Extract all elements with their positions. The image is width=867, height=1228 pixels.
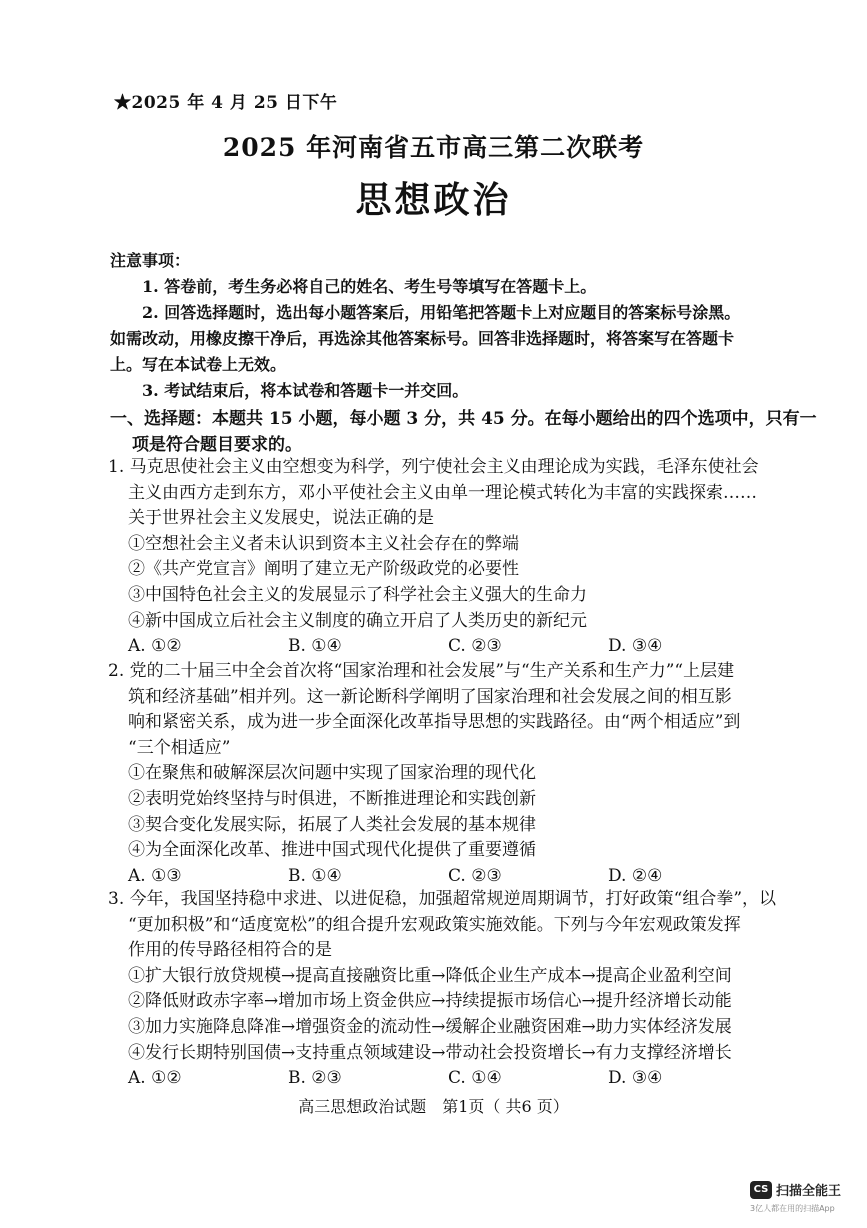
question-3 [108, 887, 818, 1092]
choice-b: B. ①④ [288, 636, 342, 657]
choice-b: B. ②③ [288, 1068, 342, 1089]
section-heading [110, 406, 817, 458]
question-stem-line: 2. 党的二十届三中全会首次将“国家治理和社会发展”与“生产关系和生产力”“上层建 [108, 661, 735, 681]
answer-choices [108, 1066, 818, 1092]
choice-a: A. ①③ [128, 865, 182, 886]
question-stem-line: 响和紧密关系，成为进一步全面深化改革指导思想的实践路径。由“两个相适应”到 [128, 712, 741, 733]
question-stem-line: “三个相适应” [128, 737, 231, 758]
scanner-watermark [750, 1180, 841, 1199]
question-item: ①空想社会主义者未认识到资本主义社会存在的弊端 [128, 533, 519, 554]
question-stem-line: 1. 马克思使社会主义由空想变为科学，列宁使社会主义由理论成为实践，毛泽东使社会 [108, 457, 759, 477]
question-2 [108, 659, 818, 889]
notes-heading: 注意事项： [110, 251, 191, 270]
scanner-app-name: 扫描全能王 [776, 1184, 842, 1199]
choice-c: C. ②③ [448, 865, 502, 886]
question-stem-line: “更加积极”和“适度宽松”的组合提升宏观政策实施效能。下列与今年宏观政策发挥 [128, 914, 741, 935]
question-stem-line: 关于世界社会主义发展史，说法正确的是 [128, 508, 434, 529]
question-item: ③加力实施降息降准→增强资金的流动性→缓解企业融资困难→助力实体经济发展 [128, 1016, 732, 1037]
choice-d: D. ③④ [608, 636, 663, 657]
question-item: ②《共产党宣言》阐明了建立无产阶级政党的必要性 [128, 559, 519, 580]
question-item: ③中国特色社会主义的发展显示了科学社会主义强大的生命力 [128, 584, 587, 605]
choice-c: C. ①④ [448, 1068, 502, 1089]
question-stem-line: 3. 今年，我国坚持稳中求进、以进促稳，加强超常规逆周期调节，打好政策“组合拳”，以 [108, 889, 777, 909]
answer-choices [108, 634, 818, 660]
question-item: ③契合变化发展实际，拓展了人类社会发展的基本规律 [128, 814, 536, 835]
notes-line: 如需改动，用橡皮擦干净后，再选涂其他答案标号。回答非选择题时，将答案写在答题卡 [110, 329, 735, 348]
choice-c: C. ②③ [448, 636, 502, 657]
answer-choices [108, 864, 818, 890]
notes-line: 2. 回答选择题时，选出每小题答案后，用铅笔把答题卡上对应题目的答案标号涂黑。 [142, 303, 741, 322]
question-1 [108, 455, 818, 660]
question-item: ④发行长期特别国债→支持重点领域建设→带动社会投资增长→有力支撑经济增长 [128, 1042, 732, 1063]
question-item: ①在聚焦和破解深层次问题中实现了国家治理的现代化 [128, 763, 536, 784]
question-stem-line: 主义由西方走到东方，邓小平使社会主义由单一理论模式转化为丰富的实践探索…… [128, 482, 757, 503]
choice-d: D. ③④ [608, 1068, 663, 1089]
notes-line: 上。写在本试卷上无效。 [110, 355, 287, 374]
subject-title: 思想政治 [355, 179, 512, 221]
scanner-tagline: 3亿人都在用的扫描App [750, 1204, 835, 1213]
choice-a: A. ①② [128, 636, 182, 657]
scanner-logo-icon: CS [750, 1181, 772, 1199]
choice-a: A. ①② [128, 1068, 182, 1089]
notes-line: 1. 答卷前，考生务必将自己的姓名、考生号等填写在答题卡上。 [142, 277, 597, 296]
exam-time: ★2025 年 4 月 25 日下午 [114, 93, 338, 113]
page-footer: 高三思想政治试题 第1页（ 共6 页） [298, 1097, 569, 1116]
notes-line: 3. 考试结束后，将本试卷和答题卡一并交回。 [142, 381, 469, 400]
choice-b: B. ①④ [288, 865, 342, 886]
question-stem-line: 作用的传导路径相符合的是 [128, 940, 332, 961]
question-item: ②降低财政赤字率→增加市场上资金供应→持续提振市场信心→提升经济增长动能 [128, 991, 732, 1012]
notes-block [110, 248, 810, 404]
question-item: ④新中国成立后社会主义制度的确立开启了人类历史的新纪元 [128, 610, 587, 631]
exam-title: 2025 年河南省五市高三第二次联考 [222, 133, 645, 162]
question-item: ②表明党始终坚持与时俱进，不断推进理论和实践创新 [128, 788, 536, 809]
section-line: 项是符合题目要求的。 [132, 435, 302, 455]
question-item: ④为全面深化改革、推进中国式现代化提供了重要遵循 [128, 840, 536, 861]
question-stem-line: 筑和经济基础”相并列。这一新论断科学阐明了国家治理和社会发展之间的相互影 [128, 686, 732, 707]
section-line: 一、选择题：本题共 15 小题，每小题 3 分，共 45 分。在每小题给出的四个选项中，只有一 [110, 409, 817, 429]
choice-d: D. ②④ [608, 865, 663, 886]
question-item: ①扩大银行放贷规模→提高直接融资比重→降低企业生产成本→提高企业盈利空间 [128, 965, 732, 986]
